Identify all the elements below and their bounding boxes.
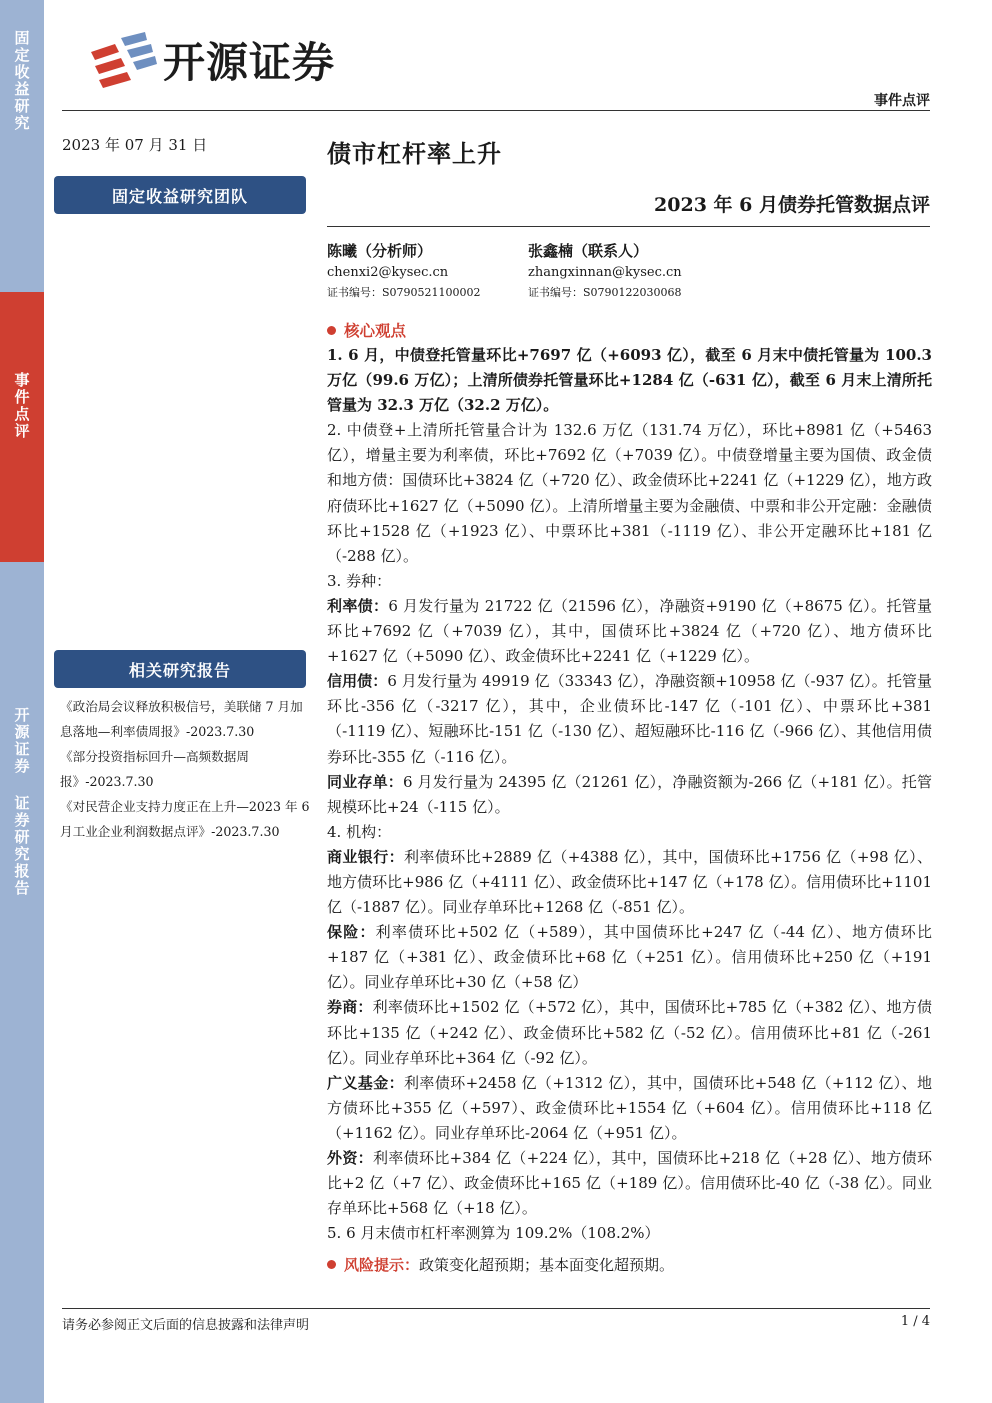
sidebar-tab-label: 开源证券 证券研究报告 [12, 707, 31, 897]
author-name: 张鑫楠（联系人） [528, 242, 649, 260]
paragraph-text: 利率债环比+2889 亿（+4388 亿），其中，国债环比+1756 亿（+98 亿）、地方债环比+986 亿（+4111 亿）、政金债环比+147 亿（+178 亿）。信用债环比+1101 亿（-1887 亿）。同业存单环比+1268 亿（-851 亿）。 [327, 847, 932, 917]
paragraph-text: 6 月发行量为 24395 亿（21261 亿），净融资额为-266 亿（+181 亿）。托管规模环比+24（-115 亿）。 [327, 772, 932, 816]
paragraph: 5. 6 月末债市杠杆率测算为 109.2%（108.2%） [327, 1224, 660, 1243]
logo-text: 开源证券 [163, 38, 336, 87]
report-type-tag: 事件点评 [874, 93, 930, 109]
paragraph-label: 利率债： [327, 596, 389, 615]
paragraph [327, 920, 932, 995]
paragraph-text: 利率债环比+502 亿（+589），其中国债环比+247 亿（-44 亿）、地方债环比+187 亿（+381 亿）、政金债环比+68 亿（+251 亿）。信用债环比+250 亿（+191 亿）。同业存单环比+30 亿（+58 亿） [327, 923, 932, 992]
paragraph [327, 1071, 932, 1146]
paragraph-label: 券商： [327, 998, 373, 1017]
related-report-link[interactable]: 《对民营企业支持力度正在上升—2023 年 6 月工业企业利润数据点评》-2023.7.30 [60, 799, 310, 839]
author-email[interactable]: zhangxinnan@kysec.cn [528, 265, 682, 280]
paragraph-text: 6 月发行量为 49919 亿（33343 亿），净融资额+10958 亿（-937 亿）。托管量环比-356 亿（-3217 亿），其中，企业债环比-147 亿（-101 亿）、中票环比+381（-1119 亿）、短融环比-151 亿（-130 亿）、超短融环比-116 亿（-966 亿）、其他信用债券环比-355 亿（-116 亿）。 [327, 672, 932, 766]
bullet-dot-icon [327, 1260, 336, 1269]
risk-label: 风险提示： [344, 1256, 420, 1274]
author-cert: 证书编号：S0790521100002 [327, 286, 481, 299]
page-number: 1 / 4 [900, 1314, 930, 1329]
research-team-box: 固定收益研究团队 [54, 176, 306, 214]
core-views-body [327, 343, 932, 1246]
paragraph-text: 利率债环比+1502 亿（+572 亿），其中，国债环比+785 亿（+382 亿）、地方债环比+135 亿（+242 亿）、政金债环比+582 亿（-52 亿）。信用债环比+81 亿（-261 亿）。同业存单环比+364 亿（-92 亿）。 [327, 998, 932, 1067]
paragraph-label: 同业存单： [327, 772, 404, 791]
logo-mark-icon [85, 32, 157, 88]
page-title: 债市杠杆率上升 [327, 139, 502, 168]
sidebar-tab-label: 固定收益研究 [12, 30, 31, 132]
paragraph: 1. 6 月，中债登托管量环比+7697 亿（+6093 亿），截至 6 月末中债托管量为 100.3 万亿（99.6 万亿）；上清所债券托管量环比+1284 亿（-631 亿），截至 6 月末上清所托管量为 32.3 万亿（32.2 万亿）。 [327, 346, 932, 415]
paragraph [327, 669, 932, 769]
paragraph-label: 保险： [327, 923, 376, 942]
section-heading-label: 核心观点 [344, 322, 407, 340]
paragraph-text: 6 月发行量为 21722 亿（21596 亿），净融资+9190 亿（+8675 亿）。托管量环比+7692 亿（+7039 亿），其中，国债环比+3824 亿（+720 亿）、地方债环比+1627 亿（+5090 亿）、政金债环比+2241 亿（+1229 亿）。 [327, 596, 932, 666]
paragraph [327, 594, 932, 669]
author-block [528, 240, 682, 300]
sidebar-tab-fixed-income [0, 0, 44, 292]
author-cert: 证书编号：S0790122030068 [528, 286, 682, 299]
paragraph-label: 外资： [327, 1149, 373, 1167]
risk-text: 政策变化超预期；基本面变化超预期。 [419, 1256, 675, 1274]
sidebar-tab-label: 事件点评 [12, 372, 31, 440]
risk-warning [327, 1254, 674, 1275]
title-divider [327, 226, 930, 227]
related-report-link[interactable]: 《部分投资指标回升—高频数据周报》-2023.7.30 [60, 749, 249, 789]
page-subtitle: 2023 年 6 月债券托管数据点评 [654, 194, 930, 216]
paragraph-label: 广义基金： [327, 1073, 405, 1092]
related-reports-list [60, 694, 310, 844]
paragraph [327, 845, 932, 920]
author-name: 陈曦（分析师） [327, 242, 433, 260]
footer-divider [62, 1308, 930, 1309]
sidebar-tab-event-review [0, 292, 44, 562]
company-logo [85, 30, 335, 90]
author-block [327, 240, 481, 300]
related-reports-box: 相关研究报告 [54, 650, 306, 688]
related-report-link[interactable]: 《政治局会议释放积极信号，美联储 7 月加息落地—利率债周报》-2023.7.30 [60, 699, 303, 739]
paragraph-label: 商业银行： [327, 847, 405, 866]
header-divider [62, 110, 930, 111]
paragraph: 3. 券种： [327, 571, 392, 590]
report-date: 2023 年 07 月 31 日 [62, 136, 208, 154]
bullet-dot-icon [327, 326, 336, 335]
paragraph: 4. 机构： [327, 822, 392, 841]
paragraph [327, 1146, 932, 1221]
paragraph-text: 利率债环+2458 亿（+1312 亿），其中，国债环比+548 亿（+112 亿）、地方债环比+355 亿（+597）、政金债环比+1554 亿（+604 亿）。信用债环比+118 亿（+1162 亿）。同业存单环比-2064 亿（+951 亿）。 [327, 1073, 932, 1142]
paragraph-text: 利率债环比+384 亿（+224 亿），其中，国债环比+218 亿（+28 亿）、地方债环比+2 亿（+7 亿）、政金债环比+165 亿（+189 亿）。信用债环比-40 亿（-38 亿）。同业存单环比+568 亿（+18 亿）。 [327, 1149, 932, 1218]
paragraph [327, 770, 932, 820]
paragraph [327, 995, 932, 1070]
paragraph-label: 信用债： [327, 672, 388, 691]
paragraph: 2. 中债登+上清所托管量合计为 132.6 万亿（131.74 万亿），环比+8981 亿（+5463 亿），增量主要为利率债，环比+7692 亿（+7039 亿）。中债登增量主要为国债、政金债和地方债：国债环比+3824 亿（+720 亿）、政金债环比+2241 亿（+1229 亿），地方政府债环比+1627 亿（+5090 亿）。上清所增量主要为金融债、中票和非公开定融：金融债环比+1528 亿（+1923 亿）、中票环比+381（-1119 亿）、非公开定融环比+181 亿（-288 亿）。 [327, 421, 932, 565]
author-email[interactable]: chenxi2@kysec.cn [327, 265, 449, 280]
core-views-heading [327, 319, 406, 341]
footer-disclaimer: 请务必参阅正文后面的信息披露和法律声明 [62, 1318, 310, 1333]
sidebar-tab-research-report [0, 562, 44, 1403]
